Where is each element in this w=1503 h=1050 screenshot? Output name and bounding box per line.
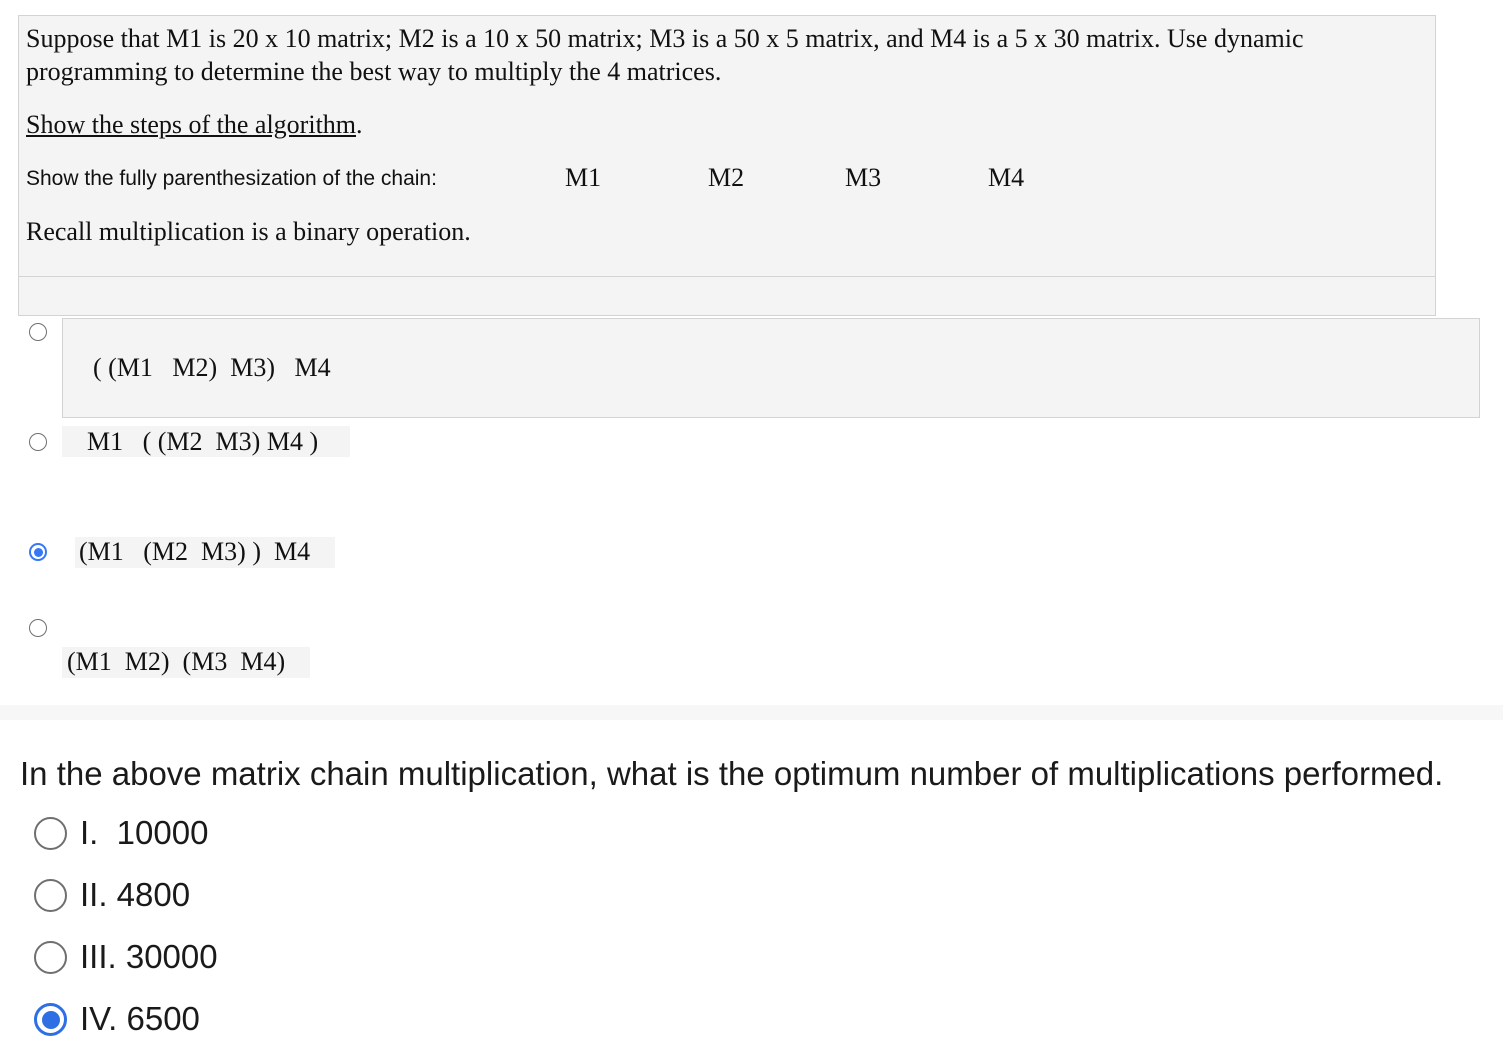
q1-option2-label: M1 ( (M2 M3) M4 ) (87, 427, 319, 456)
q2-option4-label[interactable]: IV. 6500 (80, 1000, 200, 1037)
question1-spacer-row (18, 277, 1436, 316)
question1-prompt: Suppose that M1 is 20 x 10 matrix; M2 is a 10 x 50 matrix; M3 is a 50 x 5 matrix, and M4 is a 5 x 30 matrix. Use dynamic programming to determine the best way to multiply the 4 matrices. (26, 24, 1304, 86)
q2-option1-label[interactable]: I. 10000 (80, 814, 209, 851)
q1-option3-label: (M1 (M2 M3) ) M4 (79, 537, 311, 566)
q1-option2-radio[interactable] (29, 433, 47, 451)
chain-label: Show the fully parenthesization of the chain: (26, 167, 437, 190)
q1-option3-radio[interactable] (29, 543, 47, 561)
q1-option1-box[interactable] (62, 318, 1480, 418)
q2-option2-radio[interactable] (34, 879, 67, 912)
q2-option3-radio[interactable] (34, 941, 67, 974)
steps-instruction-text: Show the steps of the algorithm (26, 110, 357, 139)
q2-option3-label[interactable]: III. 30000 (80, 938, 218, 975)
chain-matrix-m3: M3 (845, 163, 882, 192)
recall-note: Recall multiplication is a binary operation. (26, 217, 471, 246)
q2-option2-label[interactable]: II. 4800 (80, 876, 191, 913)
steps-instruction (26, 108, 363, 141)
chain-matrix-m2: M2 (708, 163, 745, 192)
question2-prompt: In the above matrix chain multiplication, what is the optimum number of multiplications performed. (20, 755, 1444, 792)
q2-option1-radio[interactable] (34, 817, 67, 850)
q1-option1-radio[interactable] (29, 323, 47, 341)
chain-matrix-m1: M1 (565, 163, 602, 192)
section-divider (0, 705, 1503, 720)
q1-option1-label: ( (M1 M2) M3) M4 (93, 353, 331, 382)
q1-option4-radio[interactable] (29, 619, 47, 637)
q2-option4-radio[interactable] (34, 1003, 67, 1036)
q1-option4-label: (M1 M2) (M3 M4) (67, 647, 286, 676)
steps-instruction-period: . (356, 110, 363, 139)
chain-matrix-m4: M4 (988, 163, 1025, 192)
question1-panel (18, 15, 1436, 277)
